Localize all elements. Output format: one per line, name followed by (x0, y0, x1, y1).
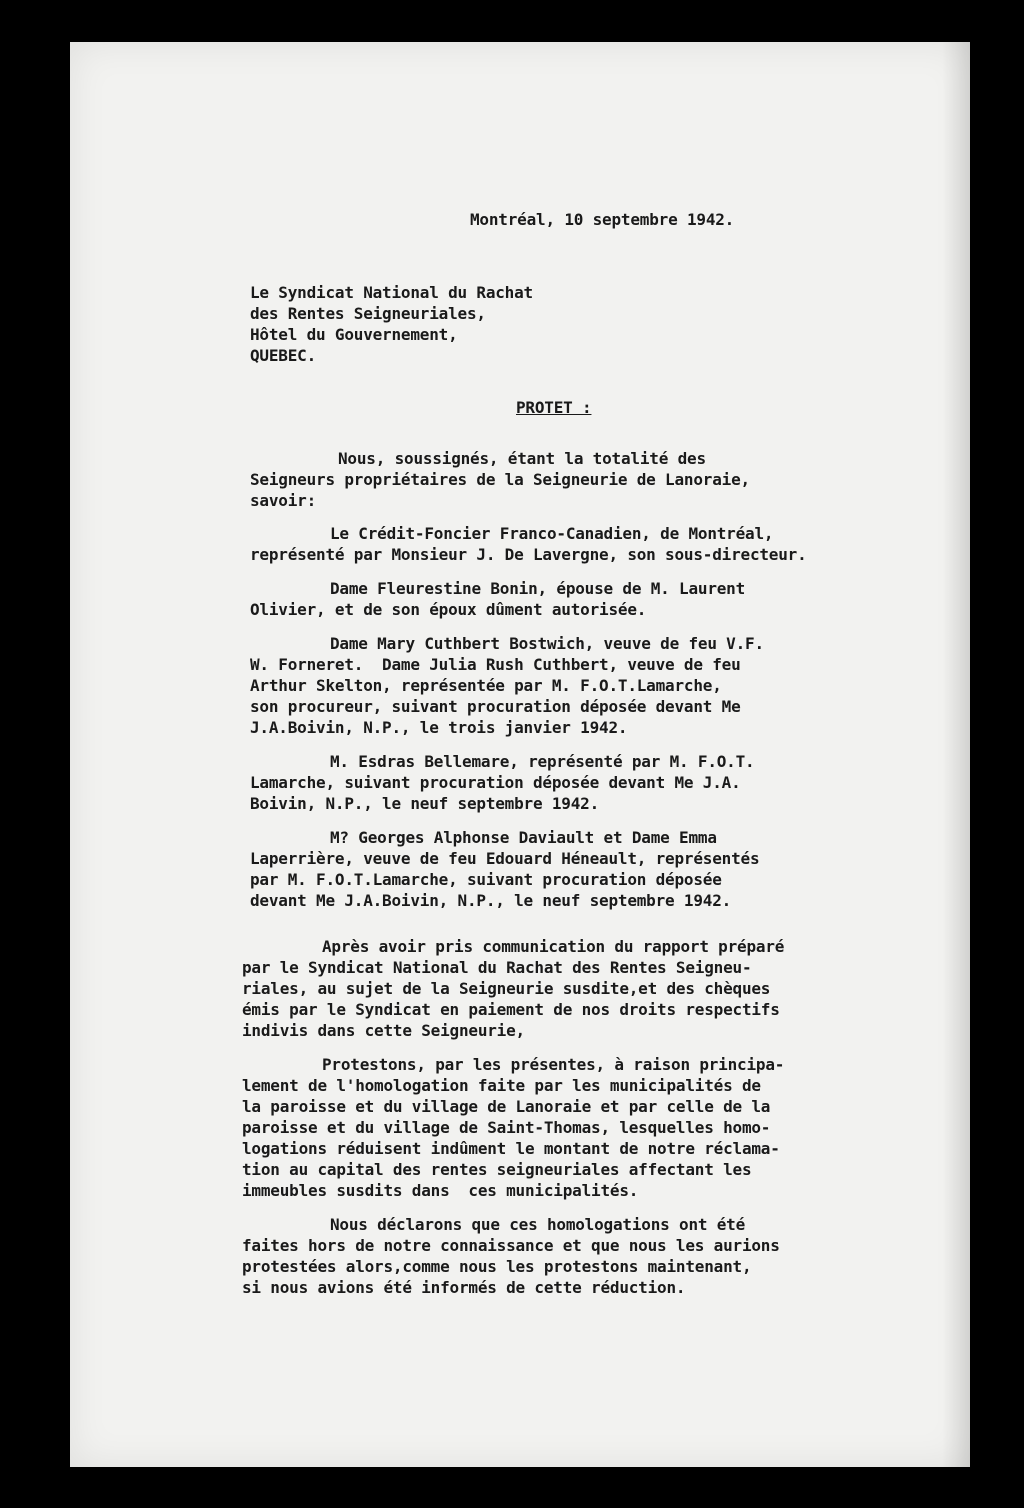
intro-line: savoir: (250, 491, 317, 510)
party-line: Le Crédit-Foncier Franco-Canadien, de Montréal, (330, 524, 774, 543)
paragraph-line: émis par le Syndicat en paiement de nos droits respectifs (242, 1000, 780, 1019)
paragraph-line: par le Syndicat National du Rachat des Rentes Seigneu- (242, 958, 752, 977)
paragraph-line: logations réduisent indûment le montant de notre réclama- (242, 1139, 780, 1158)
paragraph-line: lement de l'homologation faite par les municipalités de (242, 1076, 761, 1095)
heading: PROTET : (516, 398, 592, 417)
paragraph-line: protestées alors,comme nous les protestons maintenant, (242, 1257, 752, 1276)
address-line: Hôtel du Gouvernement, (250, 325, 458, 344)
paragraph-line: indivis dans cette Seigneurie, (242, 1021, 525, 1040)
paragraph-line: si nous avions été informés de cette réduction. (242, 1278, 686, 1297)
party-line: W. Forneret. Dame Julia Rush Cuthbert, veuve de feu (250, 655, 741, 674)
party-line: devant Me J.A.Boivin, N.P., le neuf septembre 1942. (250, 891, 732, 910)
paragraph-line: Après avoir pris communication du rapport préparé (322, 937, 785, 956)
intro-line: Seigneurs propriétaires de la Seigneurie de Lanoraie, (250, 470, 750, 489)
party-line: Arthur Skelton, représentée par M. F.O.T.Lamarche, (250, 676, 722, 695)
paragraph-line: riales, au sujet de la Seigneurie susdite,et des chèques (242, 979, 771, 998)
party-line: J.A.Boivin, N.P., le trois janvier 1942. (250, 718, 628, 737)
party-line: Lamarche, suivant procuration déposée devant Me J.A. (250, 773, 741, 792)
paragraph-line: paroisse et du village de Saint-Thomas, lesquelles homo- (242, 1118, 771, 1137)
address-line: Le Syndicat National du Rachat (250, 283, 533, 302)
party-line: son procureur, suivant procuration déposée devant Me (250, 697, 741, 716)
address-line: QUEBEC. (250, 346, 317, 365)
party-line: Dame Fleurestine Bonin, épouse de M. Laurent (330, 579, 746, 598)
party-line: par M. F.O.T.Lamarche, suivant procuration déposée (250, 870, 722, 889)
party-line: Laperrière, veuve de feu Edouard Héneault, représentés (250, 849, 760, 868)
party-line: Boivin, N.P., le neuf septembre 1942. (250, 794, 600, 813)
paragraph-line: immeubles susdits dans ces municipalités. (242, 1181, 639, 1200)
paragraph-line: Protestons, par les présentes, à raison principa- (322, 1055, 785, 1074)
party-line: représenté par Monsieur J. De Lavergne, son sous-directeur. (250, 545, 807, 564)
paragraph-line: tion au capital des rentes seigneuriales affectant les (242, 1160, 752, 1179)
party-line: M? Georges Alphonse Daviault et Dame Emma (330, 828, 717, 847)
date-line: Montréal, 10 septembre 1942. (470, 210, 735, 229)
paragraph-line: Nous déclarons que ces homologations ont été (330, 1215, 746, 1234)
party-line: M. Esdras Bellemare, représenté par M. F.O.T. (330, 752, 755, 771)
paragraph-line: la paroisse et du village de Lanoraie et par celle de la (242, 1097, 771, 1116)
party-line: Dame Mary Cuthbert Bostwich, veuve de feu V.F. (330, 634, 764, 653)
paragraph-line: faites hors de notre connaissance et que nous les aurions (242, 1236, 780, 1255)
party-line: Olivier, et de son époux dûment autorisée. (250, 600, 647, 619)
intro-line: Nous, soussignés, étant la totalité des (338, 449, 706, 468)
address-line: des Rentes Seigneuriales, (250, 304, 486, 323)
